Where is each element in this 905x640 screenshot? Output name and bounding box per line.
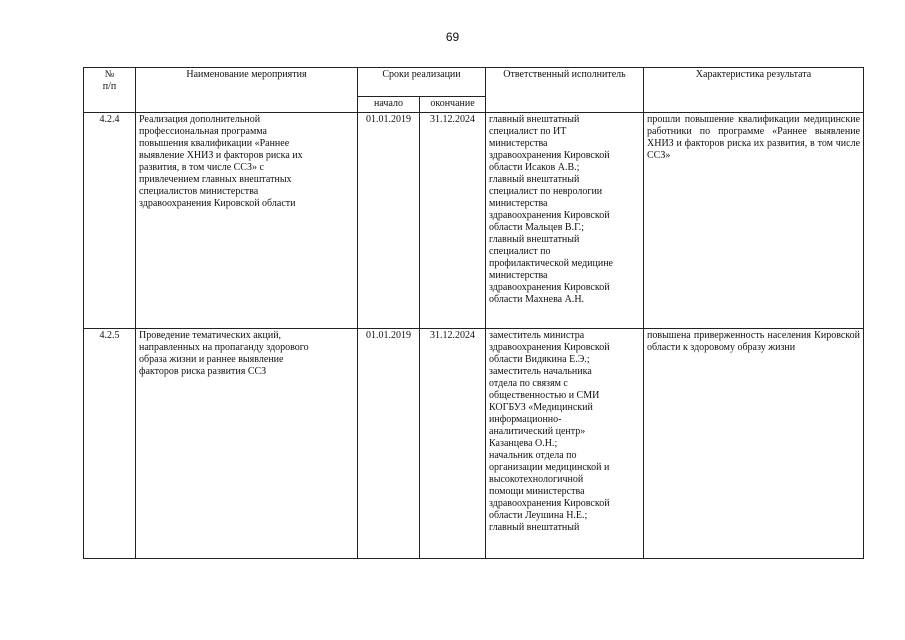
page-number: 69 (445, 30, 460, 44)
header-period-start: начало (358, 97, 420, 113)
executor: заместитель министра здравоохранения Кировской области Видякина Е.Э.; заместитель начальника отдела по связям с общественностью и СМИ КОГБУЗ «Медицинский информационно- аналитический центр» Казанцева О.Н.; начальник отдела по организации медицинской и высокотехнологичной помощи министерства здравоохранения Кировской области Леушина Н.Е.; главный внештатный (486, 329, 644, 559)
measures-table (83, 67, 864, 559)
start-date: 01.01.2019 (358, 113, 420, 329)
table-row (84, 329, 864, 559)
header-name: Наименование мероприятия (136, 68, 358, 113)
measure-name: Проведение тематических акций, направленных на пропаганду здорового образа жизни и раннее выявление факторов риска развития ССЗ (136, 329, 358, 559)
measure-name: Реализация дополнительной профессиональная программа повышения квалификации «Раннее выявление ХНИЗ и факторов риска их развития, в том числе ССЗ» с привлечением главных внештатных специалистов министерства здравоохранения Кировской области (136, 113, 358, 329)
result: повышена приверженность населения Кировской области к здоровому образу жизни (644, 329, 864, 559)
table-row (84, 113, 864, 329)
row-number: 4.2.4 (84, 113, 136, 329)
result: прошли повышение квалификации медицинские работники по программе «Раннее выявление ХНИЗ и факторов риска их развития, в том числе ССЗ» (644, 113, 864, 329)
start-date: 01.01.2019 (358, 329, 420, 559)
header-num: № п/п (84, 68, 136, 113)
header-result: Характеристика результата (644, 68, 864, 113)
header-executor: Ответственный исполнитель (486, 68, 644, 113)
header-period: Сроки реализации (358, 68, 486, 97)
row-number: 4.2.5 (84, 329, 136, 559)
header-period-end: окончание (420, 97, 486, 113)
end-date: 31.12.2024 (420, 329, 486, 559)
executor: главный внештатный специалист по ИТ министерства здравоохранения Кировской области Исаков А.В.; главный внештатный специалист по неврологии министерства здравоохранения Кировской области Мальцев В.Г.; главный внештатный специалист по профилактической медицине министерства здравоохранения Кировской области Махнева А.Н. (486, 113, 644, 329)
end-date: 31.12.2024 (420, 113, 486, 329)
